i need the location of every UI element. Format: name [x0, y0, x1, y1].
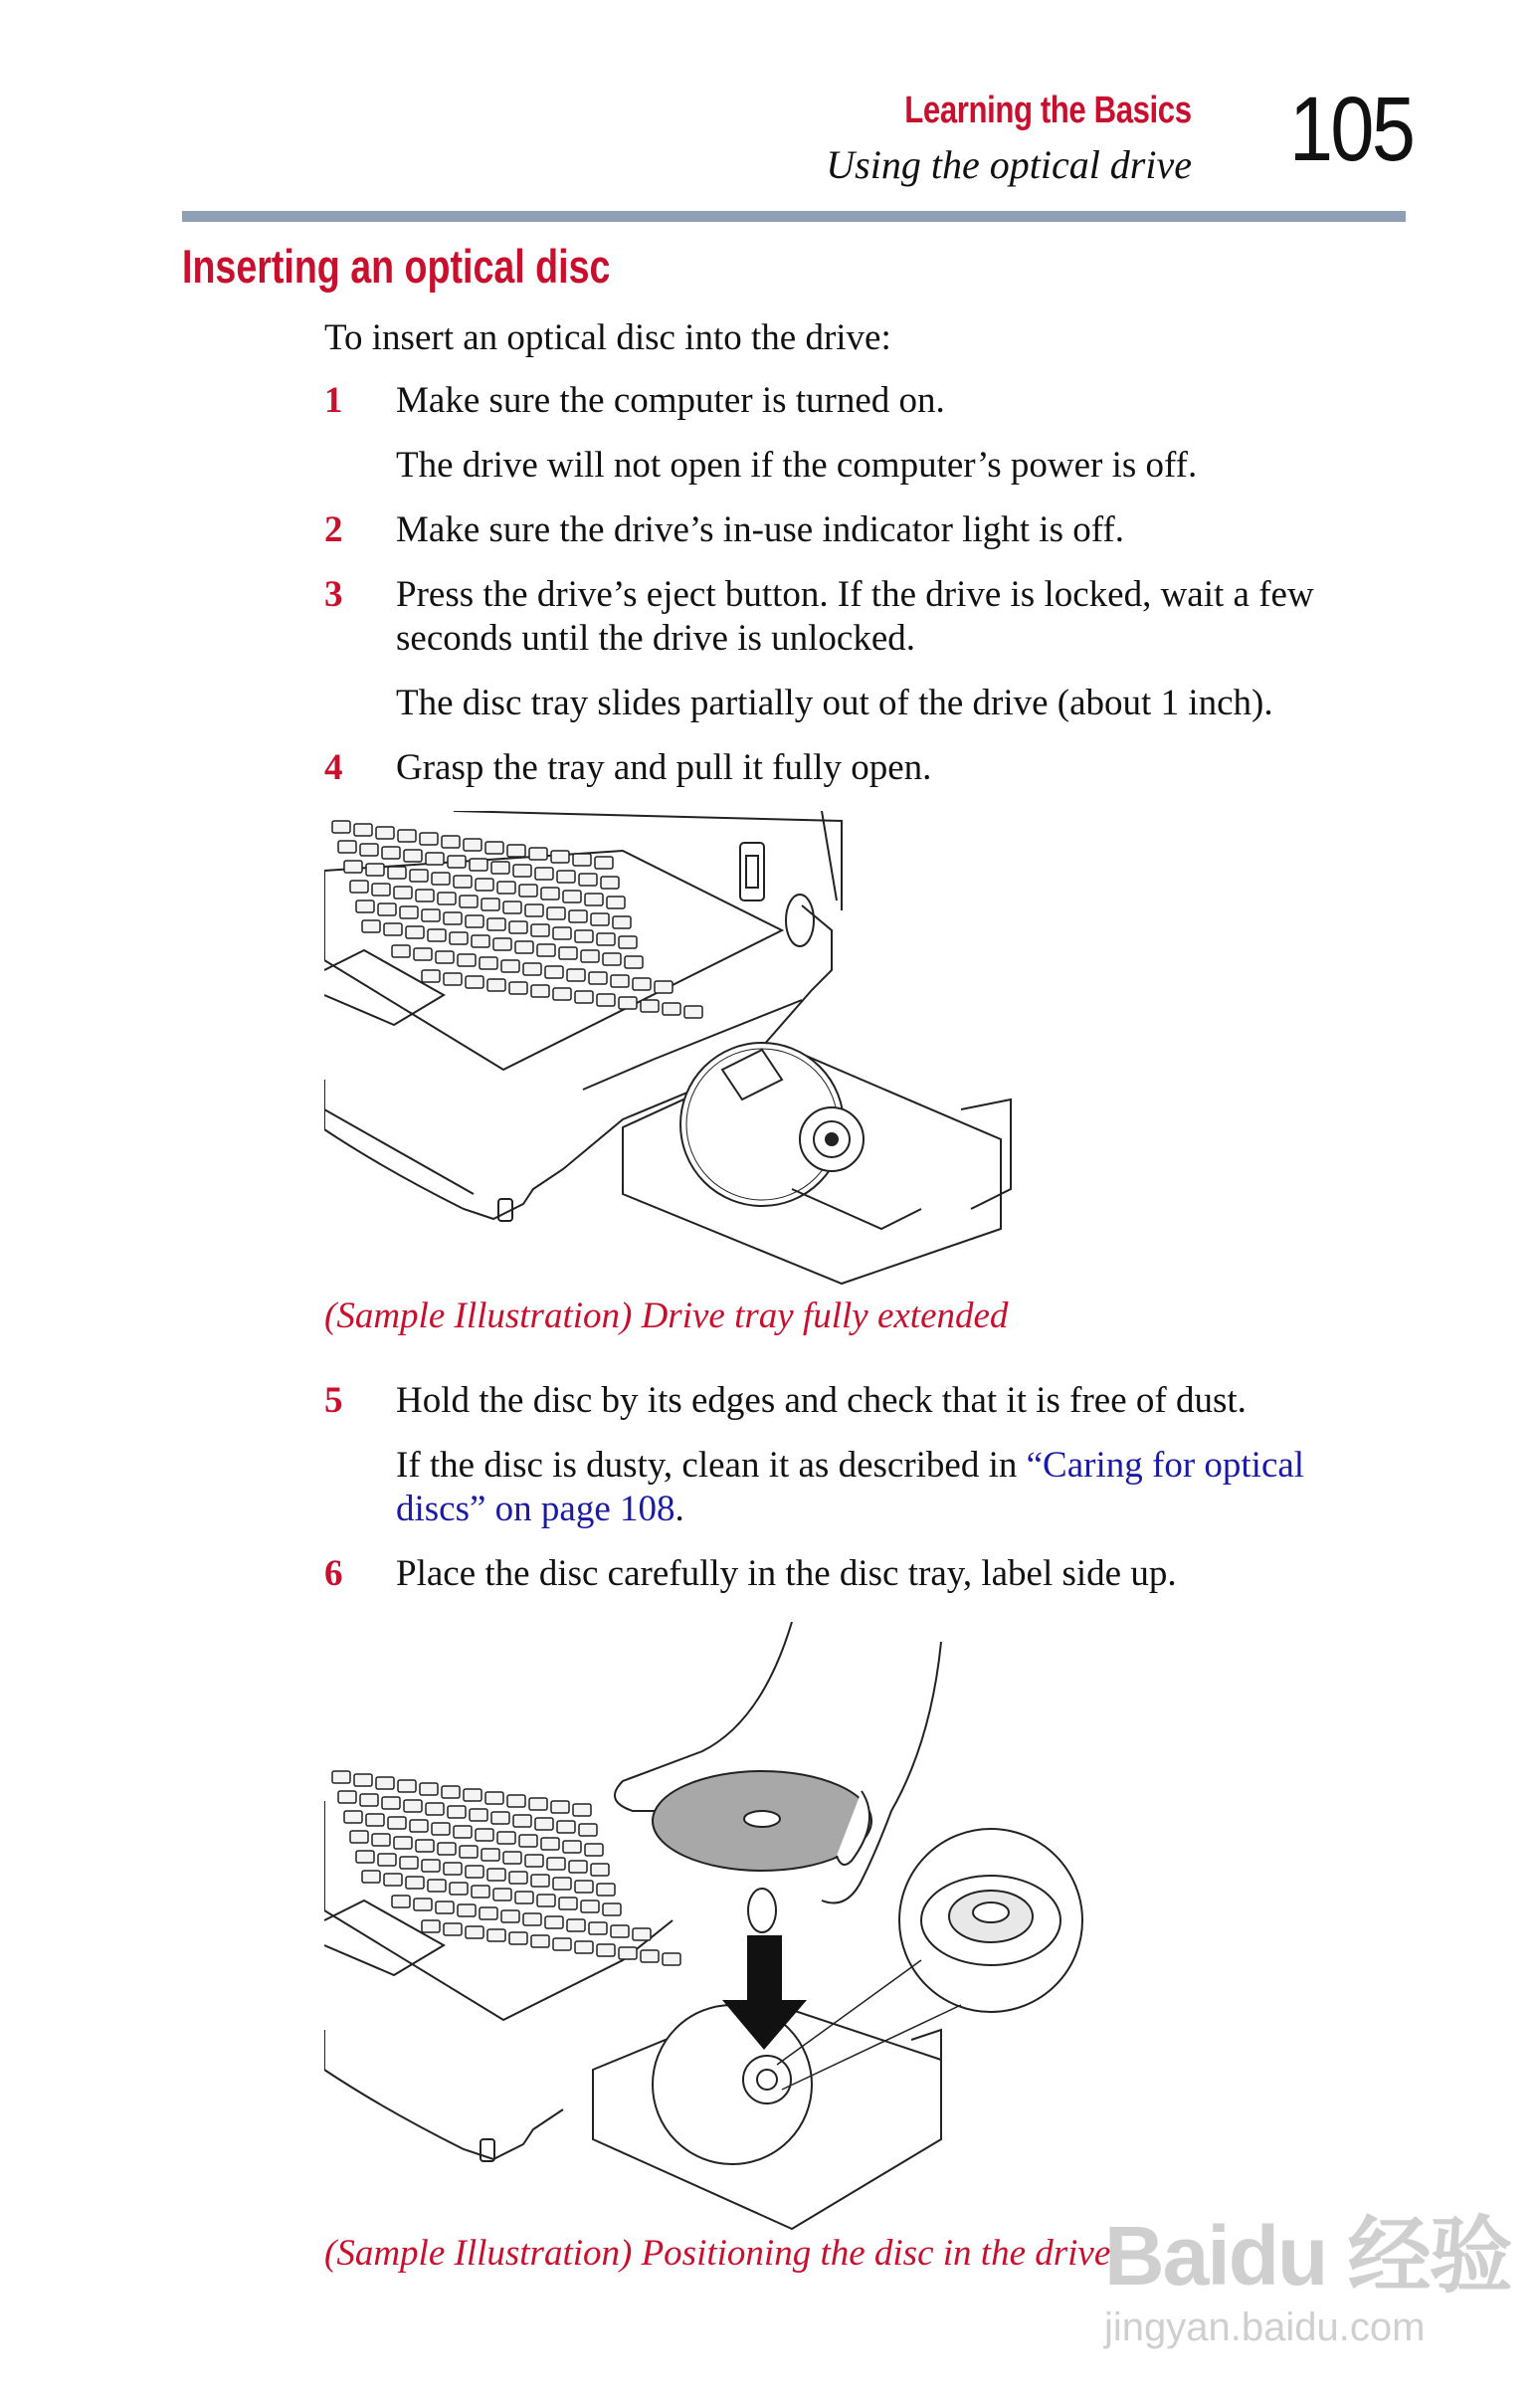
step-5-number: 5 [324, 1380, 343, 1421]
step-1-text: Make sure the computer is turned on. [396, 380, 945, 421]
illustration-positioning-disc [324, 1622, 1120, 2239]
page-number: 105 [1289, 79, 1414, 180]
header-rule [182, 211, 1406, 222]
watermark-url: jingyan.baidu.com [1104, 2305, 1426, 2349]
step-5-note-line1 [396, 1444, 1304, 1488]
step-1-note: The drive will not open if the computer’s power is off. [396, 445, 1198, 486]
step-3-note: The disc tray slides partially out of the drive (about 1 inch). [396, 683, 1273, 723]
step-3-text-line1: Press the drive’s eject button. If the drive is locked, wait a few [396, 574, 1314, 615]
watermark [1104, 2189, 1511, 2350]
step-1-number: 1 [324, 380, 343, 421]
step-2-number: 2 [324, 509, 343, 550]
step-2-text: Make sure the drive’s in-use indicator light is off. [396, 509, 1124, 550]
step-6-text: Place the disc carefully in the disc tray, label side up. [396, 1553, 1177, 1594]
step-5-note-line2 [396, 1488, 684, 1531]
header-section: Learning the Basics [904, 90, 1192, 131]
caring-link-part1[interactable]: “Caring for optical [1026, 1445, 1305, 1486]
step-5-note-suffix: . [674, 1489, 684, 1529]
step-4-text: Grasp the tray and pull it fully open. [396, 747, 932, 788]
caption-drive-tray-extended: (Sample Illustration) Drive tray fully extended [324, 1296, 1009, 1336]
watermark-brand: Baidu 经验 [1104, 2209, 1511, 2302]
caption-positioning-disc: (Sample Illustration) Positioning the disc in the drive [324, 2233, 1111, 2274]
step-3-text-line2: seconds until the drive is unlocked. [396, 618, 916, 659]
section-title: Inserting an optical disc [182, 240, 611, 293]
step-3-number: 3 [324, 574, 343, 615]
intro-text: To insert an optical disc into the drive: [324, 317, 891, 358]
step-6-number: 6 [324, 1553, 343, 1594]
illustration-drive-tray-extended [324, 811, 1021, 1289]
step-4-number: 4 [324, 747, 343, 788]
caring-link-part2[interactable]: discs” on page 108 [396, 1489, 675, 1529]
step-5-text: Hold the disc by its edges and check that it is free of dust. [396, 1380, 1247, 1421]
step-5-note-prefix: If the disc is dusty, clean it as described in [396, 1445, 1027, 1486]
header-subsection: Using the optical drive [826, 142, 1192, 187]
